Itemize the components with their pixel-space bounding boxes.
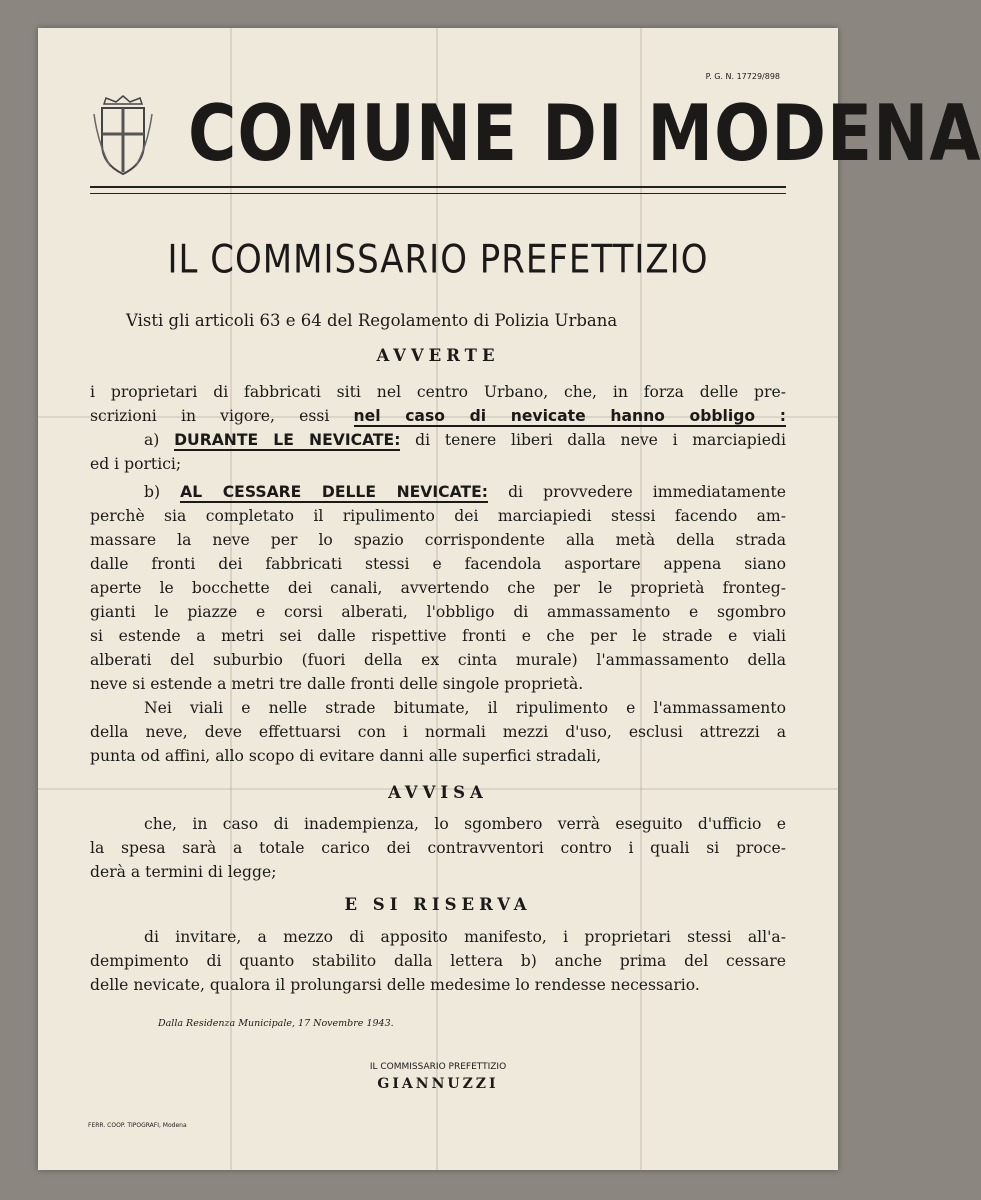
text-line: aperte le bocchette dei canali, avvertendo che per le proprietà fronteg- xyxy=(90,579,786,597)
text-segment: di tenere liberi dalla neve i marciapiedi xyxy=(415,431,786,449)
emphasis-text: nel caso di nevicate hanno obbligo : xyxy=(353,407,786,425)
heading-riserva: E SI RISERVA xyxy=(344,895,532,914)
item-label: a) xyxy=(144,431,160,449)
emphasis-text: DURANTE LE NEVICATE: xyxy=(174,431,401,449)
paragraph-obligations xyxy=(90,380,786,768)
text-line xyxy=(90,428,786,452)
text-line: dalle fronti dei fabbricati stessi e facendola asportare appena siano xyxy=(90,555,786,573)
heading-avverte: AVVERTE xyxy=(376,346,500,365)
date-line: Dalla Residenza Municipale, 17 Novembre 1943. xyxy=(158,1018,394,1029)
paragraph-reserve xyxy=(90,925,786,997)
header-rule xyxy=(90,186,786,188)
text-segment: scrizioni in vigore, essi xyxy=(90,407,330,425)
text-line: i proprietari di fabbricati siti nel centro Urbano, che, in forza delle pre- xyxy=(90,383,786,401)
text-line: dempimento di quanto stabilito dalla lettera b) anche prima del cessare xyxy=(90,952,786,970)
text-line xyxy=(90,480,786,504)
text-line: neve si estende a metri tre dalle fronti delle singole proprietà. xyxy=(90,675,584,693)
reference-number: P. G. N. 17729/898 xyxy=(705,72,780,81)
item-label: b) xyxy=(144,483,161,501)
coat-of-arms-icon xyxy=(90,94,156,178)
text-line: di invitare, a mezzo di apposito manifesto, i proprietari stessi all'a- xyxy=(144,928,786,946)
text-segment: di provvedere immediatamente xyxy=(508,483,786,501)
text-line: ed i portici; xyxy=(90,455,182,473)
text-line: punta od affini, allo scopo di evitare danni alle superfici stradali, xyxy=(90,747,602,765)
text-line: delle nevicate, qualora il prolungarsi delle medesime lo rendesse necessario. xyxy=(90,976,700,994)
page-title: COMUNE DI MODENA xyxy=(188,88,981,179)
subtitle: IL COMMISSARIO PREFETTIZIO xyxy=(167,237,709,283)
heading-avvisa: AVVISA xyxy=(388,783,488,802)
text-line: derà a termini di legge; xyxy=(90,863,277,881)
text-line: massare la neve per lo spazio corrispondente alla metà della strada xyxy=(90,531,786,549)
poster-sheet xyxy=(38,28,981,1170)
text-line: perchè sia completato il ripulimento dei marciapiedi stessi facendo am- xyxy=(90,507,786,525)
intro-line: Visti gli articoli 63 e 64 del Regolamento di Polizia Urbana xyxy=(126,311,618,330)
signature-name: GIANNUZZI xyxy=(377,1076,499,1092)
text-line: la spesa sarà a totale carico dei contravventori contro i quali si proce- xyxy=(90,839,786,857)
emphasis-text: AL CESSARE DELLE NEVICATE: xyxy=(180,483,488,501)
signature-title: IL COMMISSARIO PREFETTIZIO xyxy=(369,1062,507,1072)
text-line: alberati del suburbio (fuori della ex cinta murale) l'ammassamento della xyxy=(90,651,786,669)
header-rule xyxy=(90,193,786,194)
text-line: gianti le piazze e corsi alberati, l'obbligo di ammassamento e sgombro xyxy=(90,603,786,621)
printer-credit: FERR. COOP. TIPOGRAFI, Modena xyxy=(88,1122,187,1129)
text-line: si estende a metri sei dalle rispettive fronti e che per le strade e viali xyxy=(90,627,786,645)
paragraph-warning xyxy=(90,812,786,884)
text-line: della neve, deve effettuarsi con i normali mezzi d'uso, esclusi attrezzi a xyxy=(90,723,786,741)
text-line xyxy=(90,404,786,428)
text-line: che, in caso di inadempienza, lo sgombero verrà eseguito d'ufficio e xyxy=(144,815,786,833)
text-line: Nei viali e nelle strade bitumate, il ripulimento e l'ammassamento xyxy=(144,699,786,717)
